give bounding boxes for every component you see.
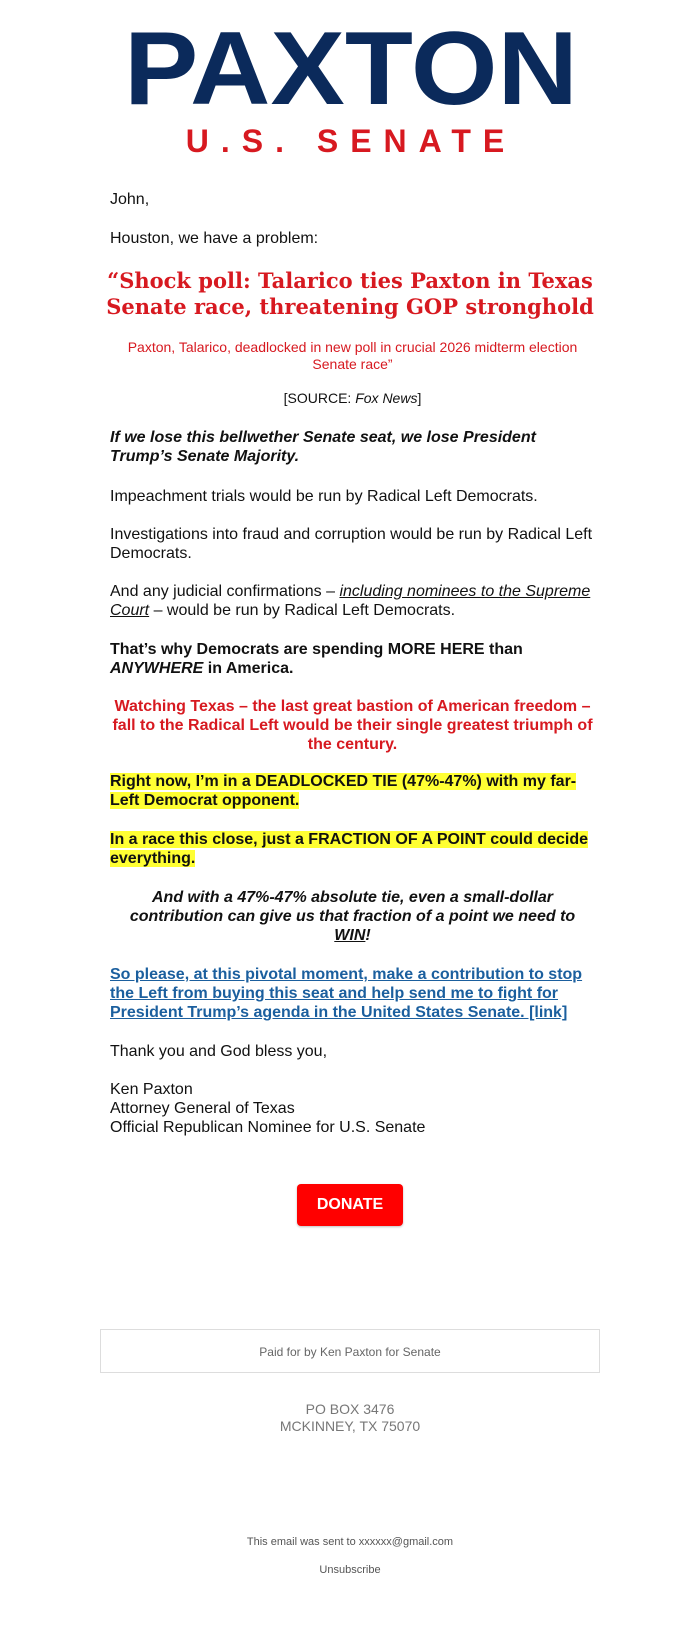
absolute-tie-paragraph: [110, 888, 595, 945]
greeting: John,: [110, 191, 150, 208]
fraction-highlight: In a race this close, just a FRACTION OF A POINT could decide everything.: [110, 831, 589, 867]
investigations-paragraph: Investigations into fraud and corruption would be run by Radical Left Democrats.: [110, 526, 593, 562]
deadlocked-tie-highlight: Right now, I’m in a DEADLOCKED TIE (47%-47%) with my far-Left Democrat opponent.: [110, 773, 577, 809]
impeachment-paragraph: Impeachment trials would be run by Radical Left Democrats.: [110, 488, 538, 505]
signature-title-2: Official Republican Nominee for U.S. Senate: [110, 1119, 426, 1136]
spending-text-1: That’s why Democrats are spending MORE HERE than: [110, 641, 523, 658]
logo-wordmark: PAXTON: [124, 12, 578, 127]
absolute-tie-exclamation: !: [365, 927, 371, 944]
source-line: [110, 390, 595, 407]
logo-tagline: U.S. SENATE: [185, 123, 517, 159]
signature-title-1: Attorney General of Texas: [110, 1100, 295, 1117]
win-word: WIN: [334, 927, 366, 944]
intro: Houston, we have a problem:: [110, 230, 319, 247]
absolute-tie-text: And with a 47%-47% absolute tie, even a small-dollar contribution can give us that fraction of a point we need to: [129, 889, 576, 925]
address-line-2: MCKINNEY, TX 75070: [279, 1418, 421, 1434]
source-prefix: [SOURCE:: [283, 390, 356, 406]
mailing-address: [100, 1401, 600, 1435]
donate-button[interactable]: DONATE: [297, 1184, 403, 1226]
supreme-court-phrase: including nominees to the Supreme Court: [110, 583, 591, 619]
confirmations-paragraph: [110, 582, 595, 620]
poll-subheadline: Paxton, Talarico, deadlocked in new poll in crucial 2026 midterm election Senate race”: [127, 339, 578, 372]
fraction-paragraph: [110, 830, 595, 868]
paxton-senate-logo: [0, 12, 700, 162]
confirmations-text-before: And any judicial confirmations –: [110, 583, 340, 600]
watching-texas-paragraph: Watching Texas – the last great bastion of American freedom – fall to the Radical Left would be their single greatest triumph of the century.: [112, 698, 593, 753]
contribution-link[interactable]: So please, at this pivotal moment, make a contribution to stop the Left from buying this seat and help send me to fight for President Trump’s agenda in the United States Senate. [link]: [110, 966, 583, 1021]
contribution-cta-paragraph: [110, 965, 595, 1022]
confirmations-text-after: – would be run by Radical Left Democrats.: [149, 602, 456, 619]
sent-to-notice: This email was sent to xxxxxx@gmail.com: [246, 1536, 454, 1548]
signature-name: Ken Paxton: [110, 1081, 193, 1098]
spending-paragraph: [110, 640, 595, 678]
spending-anywhere: ANYWHERE: [110, 660, 204, 677]
address-line-1: PO BOX 3476: [305, 1401, 395, 1417]
source-suffix: ]: [417, 390, 422, 406]
poll-headline: “Shock poll: Talarico ties Paxton in Texas Senate race, threatening GOP stronghold: [106, 268, 594, 319]
spending-text-3: in America.: [203, 660, 294, 677]
closing: Thank you and God bless you,: [110, 1043, 328, 1060]
unsubscribe-link[interactable]: Unsubscribe: [319, 1564, 381, 1576]
paid-for-box: Paid for by Ken Paxton for Senate: [100, 1329, 600, 1373]
deadlocked-tie-paragraph: [110, 772, 595, 810]
bellwether-paragraph: If we lose this bellwether Senate seat, we lose President Trump’s Senate Majority.: [110, 429, 536, 465]
source-outlet: Fox News: [355, 390, 418, 406]
